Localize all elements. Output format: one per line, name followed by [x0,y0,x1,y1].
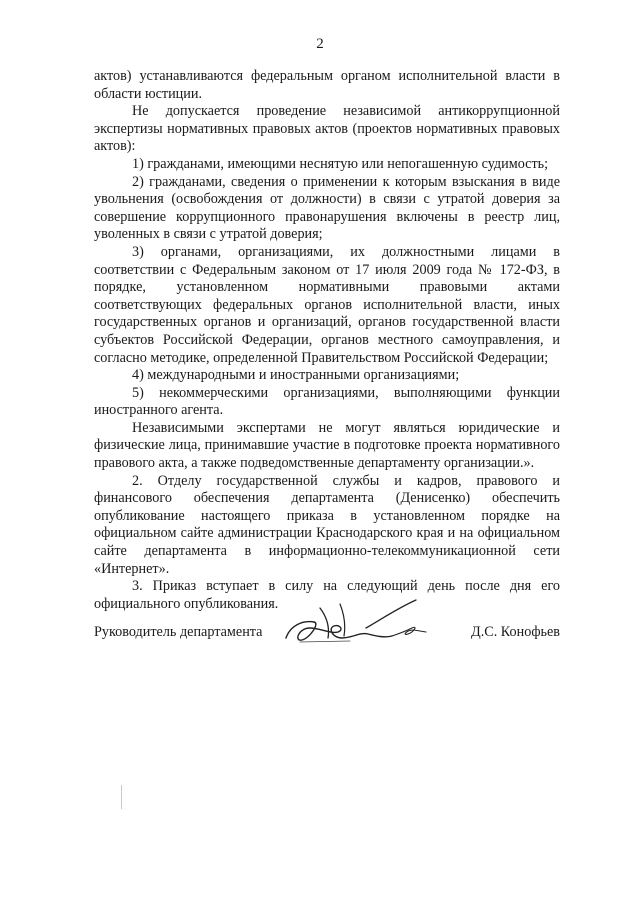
list-item-3: 3) органами, организациями, их должностными лицами в соответствии с Федеральным законом от 17 июля 2009 года № 172-ФЗ, в порядке, установленном нормативными правовыми актами соответствующих федеральных органов исполнительной власти, иных государственных органов и организаций, органов государственной власти субъектов Российской Федерации, органов местного самоуправления, и согласно методике, определенной Правительством Российской Федерации; [94,243,560,366]
handwritten-signature [280,598,430,648]
document-body [94,68,560,613]
paragraph-continuation: актов) устанавливаются федеральным органом исполнительной власти в области юстиции. [94,68,560,102]
list-item-2: 2) гражданами, сведения о применении к которым взыскания в виде увольнения (освобождения от должности) в связи с утратой доверия за совершение коррупционного правонарушения включены в реестр лиц, уволенных в связи с утратой доверия; [94,173,560,243]
list-item-4: 4) международными и иностранными организациями; [132,367,460,384]
clause-2: 2. Отделу государственной службы и кадров, правового и финансового обеспечения департамента (Денисенко) обеспечить опубликование настоящего приказа в установленном порядке на официальном сайте администрации Краснодарского края и на официальном сайте департамента в информационно-телекоммуникационной сети «Интернет». [94,472,560,577]
signature-block [94,598,560,648]
list-item-5: 5) некоммерческими организациями, выполняющими функции иностранного агента. [94,384,560,419]
paragraph-prohibition-intro: Не допускается проведение независимой антикоррупционной экспертизы нормативных правовых актов (проектов нормативных правовых актов): [94,103,560,155]
margin-mark [121,785,122,809]
clause-3: 3. Приказ вступает в силу на следующий день после дня его официального опубликования. [94,578,560,612]
signatory-title: Руководитель департамента [94,624,263,640]
signatory-name: Д.С. Конофьев [471,624,560,640]
page-number: 2 [316,36,324,52]
list-item-1: 1) гражданами, имеющими неснятую или непогашенную судимость; [132,155,549,172]
paragraph-independent-experts: Независимыми экспертами не могут являться юридические и физические лица, принимавшие участие в подготовке проекта нормативного правового акта, а также подведомственные департаменту организации.». [94,419,560,472]
